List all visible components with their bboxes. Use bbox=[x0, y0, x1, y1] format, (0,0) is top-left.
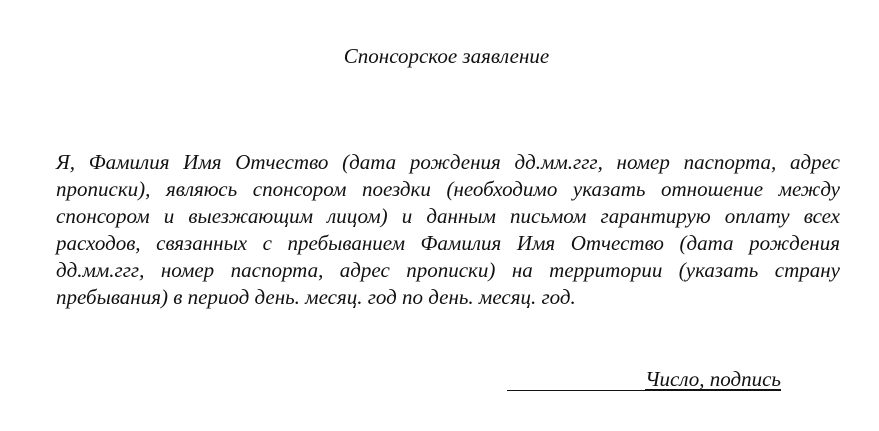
date-signature-line: Число, подпись bbox=[507, 368, 781, 391]
document-title: Спонсорское заявление bbox=[343, 44, 550, 68]
statement-body: Я, Фамилия Имя Отчество (дата рождения дд.мм.ггг, номер паспорта, адрес прописки), являюсь спонсором поездки (необходимо указать отношение между спонсором и выезжающим лицом) и данным письмом гарантирую оплату всех расходов, связанных с пребыванием Фамилия Имя Отчество (дата рождения дд.мм.ггг, номер паспорта, адрес прописки) на территории (указать страну пребывания) в период день. месяц. год по день. месяц. год. bbox=[56, 150, 840, 309]
